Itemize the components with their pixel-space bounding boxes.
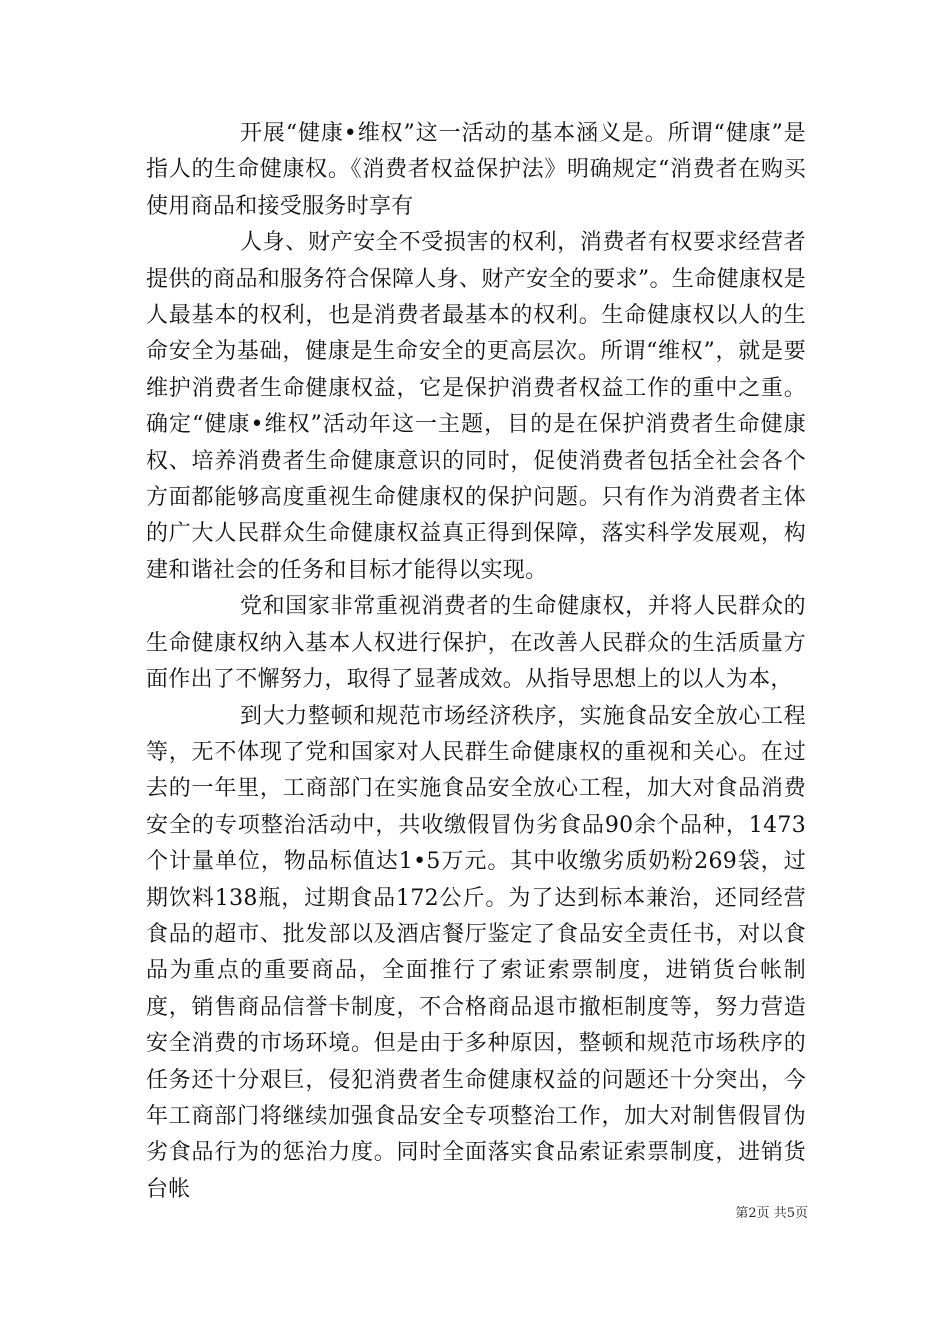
document-body [146,116,806,1208]
paragraph-2: 人身、财产安全不受损害的权利，消费者有权要求经营者提供的商品和服务符合保障人身、财产安全的要求”。生命健康权是人最基本的权利，也是消费者最基本的权利。生命健康权以人的生命安全为基础，健康是生命安全的更高层次。所谓“维权”，就是要维护消费者生命健康权益，它是保护消费者权益工作的重中之重。确定“健康•维权”活动年这一主题，目的是在保护消费者生命健康权、培养消费者生命健康意识的同时，促使消费者包括全社会各个方面都能够高度重视生命健康权的保护问题。只有作为消费者主体的广大人民群众生命健康权益真正得到保障，落实科学发展观，构建和谐社会的任务和目标才能得以实现。 [146,230,806,583]
paragraph-1: 开展“健康•维权”这一活动的基本涵义是。所谓“健康”是指人的生命健康权。《消费者权益保护法》明确规定“消费者在购买使用商品和接受服务时享有 [146,121,806,219]
paragraph-3: 党和国家非常重视消费者的生命健康权，并将人民群众的生命健康权纳入基本人权进行保护，在改善人民群众的生活质量方面作出了不懈努力，取得了显著成效。从指导思想上的以人为本， [146,594,806,693]
paragraph-4: 到大力整顿和规范市场经济秩序，实施食品安全放心工程等，无不体现了党和国家对人民群生命健康权的重视和关心。在过去的一年里，工商部门在实施食品安全放心工程，加大对食品消费安全的专项整治活动中，共收缴假冒伪劣食品90余个品种，1473个计量单位，物品标值达1•5万元。其中收缴劣质奶粉269袋，过期饮料138瓶，过期食品172公斤。为了达到标本兼治，还同经营食品的超市、批发部以及酒店餐厅鉴定了食品安全责任书，对以食品为重点的重要商品，全面推行了索证索票制度，进销货台帐制度，销售商品信誉卡制度，不合格商品退市撤柜制度等，努力营造安全消费的市场环境。但是由于多种原因，整顿和规范市场秩序的任务还十分艰巨，侵犯消费者生命健康权益的问题还十分突出，今年工商部门将继续加强食品安全专项整治工作，加大对制售假冒伪劣食品行为的惩治力度。同时全面落实食品索证索票制度，进销货台帐 [146,703,806,1202]
page-number-footer: 第2页 共5页 [735,1206,808,1221]
